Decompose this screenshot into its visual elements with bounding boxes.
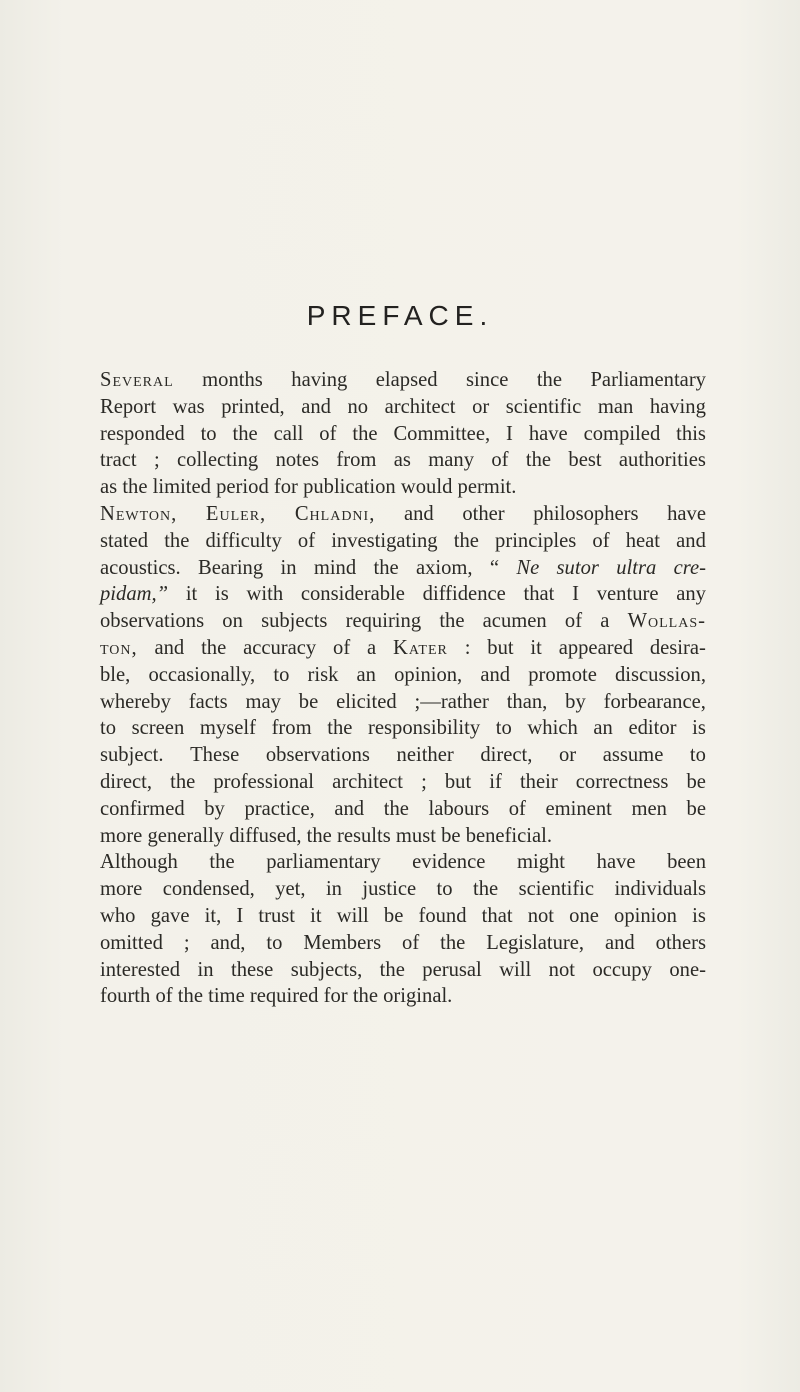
text-line: ton, and the accuracy of a Kater : but it appeared desira- xyxy=(100,636,706,659)
text-line: to screen myself from the responsibility to which an editor is xyxy=(100,717,706,740)
text-line: Newton, Euler, Chladni, and other philosophers have xyxy=(100,502,706,525)
text-line: Report was printed, and no architect or scientific man having xyxy=(100,395,706,418)
text-line: omitted ; and, to Members of the Legislature, and others xyxy=(100,931,706,954)
text-line: stated the difficulty of investigating the principles of heat and xyxy=(100,529,706,552)
text-line: direct, the professional architect ; but if their correctness be xyxy=(100,770,706,793)
text-line: who gave it, I trust it will be found that not one opinion is xyxy=(100,904,706,927)
text-line: as the limited period for publication would permit. xyxy=(100,476,517,499)
preface-body xyxy=(100,367,706,1010)
text-line: observations on subjects requiring the acumen of a Wollas- xyxy=(100,610,706,633)
text-line: subject. These observations neither direct, or assume to xyxy=(100,744,706,767)
text-line: more generally diffused, the results must be beneficial. xyxy=(100,824,553,847)
text-line: responded to the call of the Committee, I have compiled this xyxy=(100,422,706,445)
text-line: whereby facts may be elicited ;—rather than, by forbearance, xyxy=(100,690,706,713)
text-line: pidam,” it is with considerable diffidence that I venture any xyxy=(100,583,706,606)
text-line: interested in these subjects, the perusal will not occupy one- xyxy=(100,958,706,981)
text-line: acoustics. Bearing in mind the axiom, “ Ne sutor ultra cre- xyxy=(100,556,706,579)
text-line: Several months having elapsed since the Parliamentary xyxy=(100,369,706,391)
text-line: confirmed by practice, and the labours of eminent men be xyxy=(100,797,706,820)
text-line: tract ; collecting notes from as many of the best authorities xyxy=(100,449,706,472)
text-line: fourth of the time required for the original. xyxy=(100,985,453,1008)
text-line: Although the parliamentary evidence might have been xyxy=(100,851,706,874)
text-line: ble, occasionally, to risk an opinion, and promote discussion, xyxy=(100,663,706,686)
text-line: more condensed, yet, in justice to the scientific individuals xyxy=(100,878,706,901)
page-title: PREFACE. xyxy=(306,300,494,331)
